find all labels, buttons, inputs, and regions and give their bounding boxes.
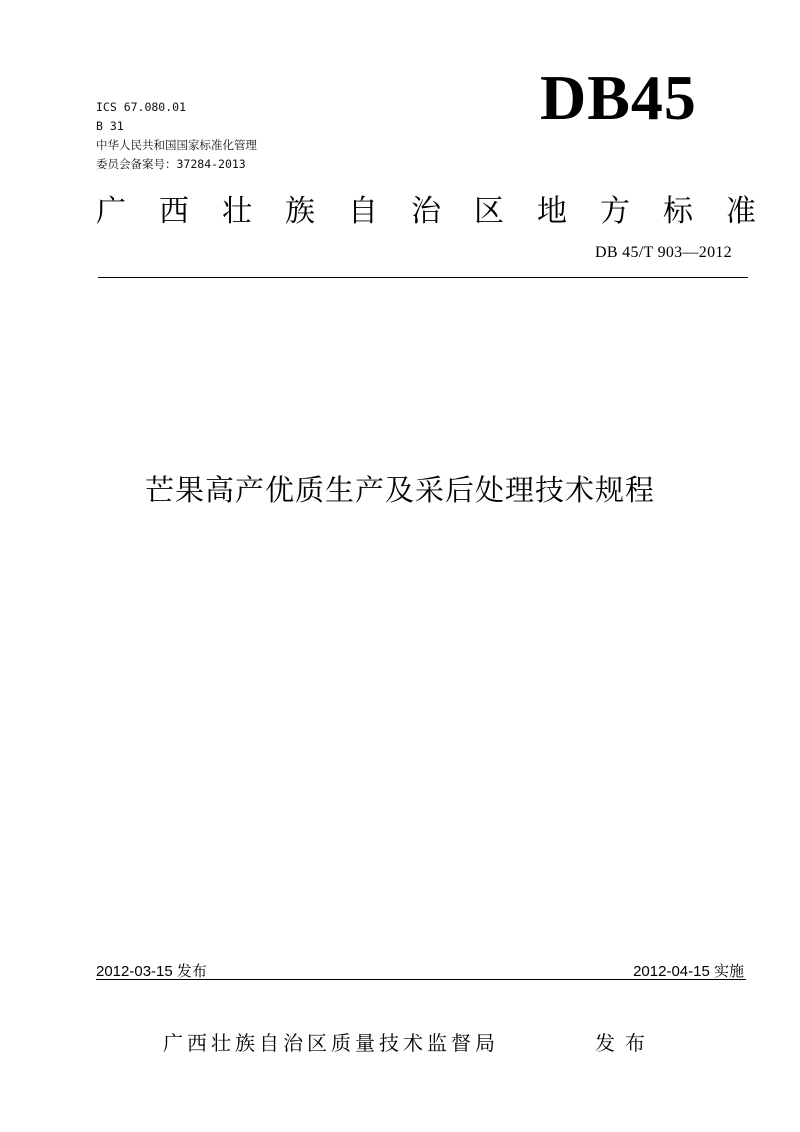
standard-type-char: 壮 [222,194,252,229]
standard-type-char: 标 [663,194,693,229]
standard-number: DB 45/T 903—2012 [595,244,732,261]
standard-type-char: 西 [159,194,189,229]
standard-type-char: 广 [96,194,126,229]
standard-type-char: 治 [411,194,441,229]
standard-type-char: 地 [537,194,567,229]
standard-type [96,192,756,232]
issue-date: 2012-03-15 发布 [96,963,207,980]
standard-type-char: 区 [474,194,504,229]
ics-code: ICS 67.080.01 [96,100,187,114]
publisher-name: 广西壮族自治区质量技术监督局 [163,1031,499,1055]
standard-type-char: 准 [726,194,756,229]
publish-label: 发布 [595,1031,655,1055]
header-divider [98,277,748,278]
category-code: B 31 [96,119,124,133]
db45-logo: DB45 [540,62,697,133]
classification-block [96,98,257,174]
authority-text: 中华人民共和国国家标准化管理 [96,138,257,152]
standard-type-char: 方 [600,194,630,229]
footer-divider [96,979,746,980]
standard-type-char: 族 [285,194,315,229]
implementation-date: 2012-04-15 实施 [633,963,744,980]
standard-type-char: 自 [348,194,378,229]
document-title: 芒果高产优质生产及采后处理技术规程 [144,473,655,507]
filing-number: 委员会备案号：37284-2013 [96,157,246,171]
